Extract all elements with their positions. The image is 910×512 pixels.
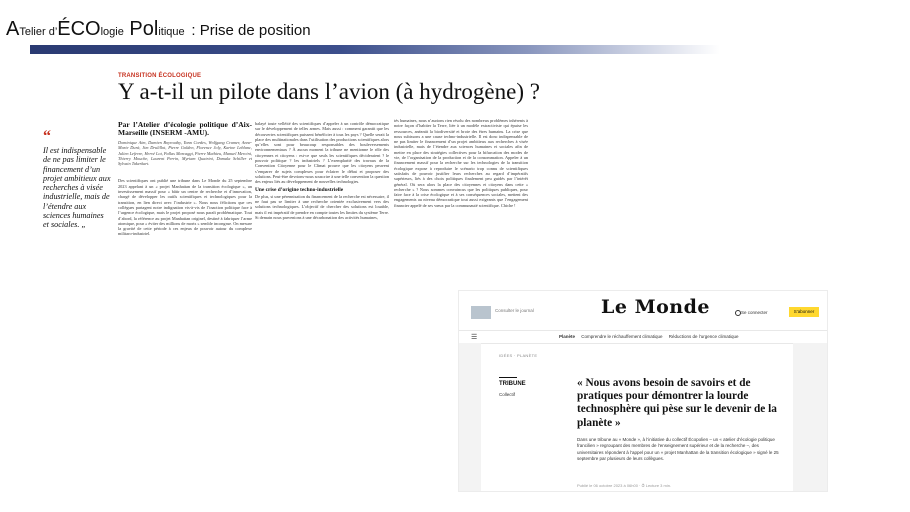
lemonde-nav: [459, 330, 827, 344]
lemonde-header: [459, 291, 827, 324]
breadcrumb[interactable]: IDÉES · PLANÈTE: [499, 353, 538, 358]
article-kicker: TRANSITION ÉCOLOGIQUE: [118, 73, 202, 79]
article-headline: Y a-t-il un pilote dans l’avion (à hydrogène) ?: [118, 79, 540, 104]
article-body: tés humaines, nous n’aurions rien résolu des nombreux problèmes inhérents à notre façon d’habiter la Terre, liée à un modèle extractiviste qui épuise les ressources, anéantit la biodiversité et broie des êtres humains. La crise que nous subissons a une cause techno-industrielle. Il est donc indispensable de ne pas limiter le financement d’un projet ambitieux aux recherches à visée industrielle, mais de l’étendre aux sciences humaines et sociales afin de mettre en place des stratégies collectives pour la bifurcation des modes de vie, de l’organisation de la production et de la consommation. Appeler à un financement massif pour la recherche sur les technologies de la transition écologique expose à reproduire le scénario trop connu de scientifiques satisfaits de pouvoir justifier leurs recherches au regard d’impératifs supérieurs, liés à des choix politiques finalement peu guidés par l’intérêt général. Où sera alors la place des citoyennes et citoyens dans cette « recherche » ? Nous sommes convaincus que les politiques publiques, pour faire face à la crise écologique et à ses conséquences sociales, mettent des engagements au niveau démocratique tout aussi exigeants que l’engagement financier appelé de ses vœux par la communauté scientifique. Chiche !: [394, 118, 528, 208]
newspaper-clipping: [33, 68, 558, 294]
left-margin: [459, 343, 481, 491]
divider: [499, 377, 517, 378]
lemonde-article-title: « Nous avons besoin de savoirs et de pratiques pour démontrer la lourde technosphère qui pèse sur le devenir de la planète »: [577, 377, 777, 429]
nav-item-urgence[interactable]: Réductions de l’urgence climatique: [668, 334, 739, 339]
article-body: balayé toute velléité des scientifiques d’appeler à un contrôle démocratique sur le développement de telles armes. Mais aussi : comment garantit que les découvertes scientifiques puissent bénéficier à tous les pays ? Quelle serait la place des multinationales dans l’utilisation des productions scientifiques alors qu’elles sont pour beaucoup responsables des bouleversements environnementaux ? À aucun moment la tribune ne mentionne le rôle des citoyennes et citoyens : est-ce que seuls les scientifiques décideraient ? le pouvoir politique ? les industriels ? L’exemplarité des travaux de la Convention Citoyenne pour le Climat prouve que les citoyens peuvent s’emparer de sujets complexes pour éclairer le débat et proposer des solutions. Peut-être devrions-nous souscrire à une telle convention la question des enjeux liés au développement de nouvelles technologies.: [255, 121, 389, 185]
article-body: De plus, si une pérennisation du financement de la recherche est nécessaire, il ne faut pas se limiter à une recherche orientée exclusivement vers des solutions technologiques. L’objectif de chercher des solutions est louable, mais il est impératif de prendre en compte toutes les limites du système Terre. Si demain nous parvenions à une décarbonation des activités humaines,: [255, 193, 389, 221]
nav-item-rechauffement[interactable]: Comprendre le réchauffement climatique: [581, 334, 663, 339]
article-author: Par l’Atelier d’écologie politique d’Aix-Marseille (INSERM -AMU).: [118, 120, 252, 137]
article-column-2: [255, 121, 389, 220]
section-label: TRIBUNE: [499, 381, 526, 387]
subscribe-button[interactable]: S’abonner: [789, 307, 819, 317]
right-margin: [793, 343, 827, 491]
author-label: Collectif: [499, 392, 516, 397]
article-column-3: [394, 118, 528, 208]
article-authors-list: Dominique Aim, Damien Boyrouthy, Yann Cordes, Wolfgang Cramer, Anne-Marie Durà, Jim Drulillot, Pierre Golden, Florence Joly, Karine Leblanc, Julien Lefevre, Hervé Lot, Pallas Marcaggi, Pierre Mathieu, Manuel Mercini, Thierry Mouche, Laurent Perrin, Myriam Quatrini, Damala Schiller et Sylvain Takerkart.: [118, 140, 252, 167]
lemonde-screenshot: [458, 290, 828, 492]
consult-journal-link[interactable]: Consulter le journal: [495, 308, 534, 313]
login-link[interactable]: Se connecter: [741, 310, 768, 315]
article-subhead: Une crise d’origine techno-industrielle: [255, 186, 344, 193]
title-underline-bar: [30, 45, 720, 54]
publication-meta: Publié le 06 octobre 2023 à 06h00 · ⏱ Lecture 3 min.: [577, 483, 672, 488]
lemonde-article-summary: Dans une tribune au « Monde », à l’initiative du collectif Écopolien – un « atelier d’écologie politique francilien » regroupant des membres de l’enseignement supérieur et de la recherche –, des universitaires répondent à l’appel pour un « projet Manhattan de la transition écologique » signé le 25 septembre par plusieurs de leurs collègues.: [577, 437, 779, 461]
quote-mark-icon: “: [43, 128, 51, 145]
menu-icon[interactable]: ☰: [471, 334, 478, 341]
article-column-1: [118, 121, 252, 237]
slide-title: ATelier d’ÉCOlogie Politique : Prise de position: [6, 18, 311, 40]
newspaper-thumbnail[interactable]: [471, 306, 491, 319]
nav-item-planete[interactable]: Planète: [559, 334, 576, 339]
lemonde-logo[interactable]: Le Monde: [601, 296, 710, 318]
article-body: Des scientifiques ont publié une tribune dans Le Monde du 25 septembre 2023 appelant à un « projet Manhattan de la transition écologique », un investissement massif pour « bâtir un centre de recherche et d’innovation, chargé de développer les outils scientifiques et technologiques pour la transition, en lien direct avec l’industrie ». Nous nous félicitons que ces collègues partagent notre indignation vis-à-vis de l’inaction politique face à l’urgence écologique, mais le projet proposé nous paraît problématique. Tout d’abord, la référence au projet Manhattan originel, destiné à fabriquer l’arme atomique, pour « éviter des millions de morts » semble incongrue. On mesure la gravité de cette période à ces enjeux de pouvoir autour du complexe militaro-industriel.: [118, 178, 252, 237]
pull-quote: Il est indispensable de ne pas limiter le financement d’un projet ambitieux aux recherches à visée industrielle, mais de l’étendre aux sciences humaines et sociales. „: [43, 146, 111, 230]
nav-items: [559, 334, 744, 339]
